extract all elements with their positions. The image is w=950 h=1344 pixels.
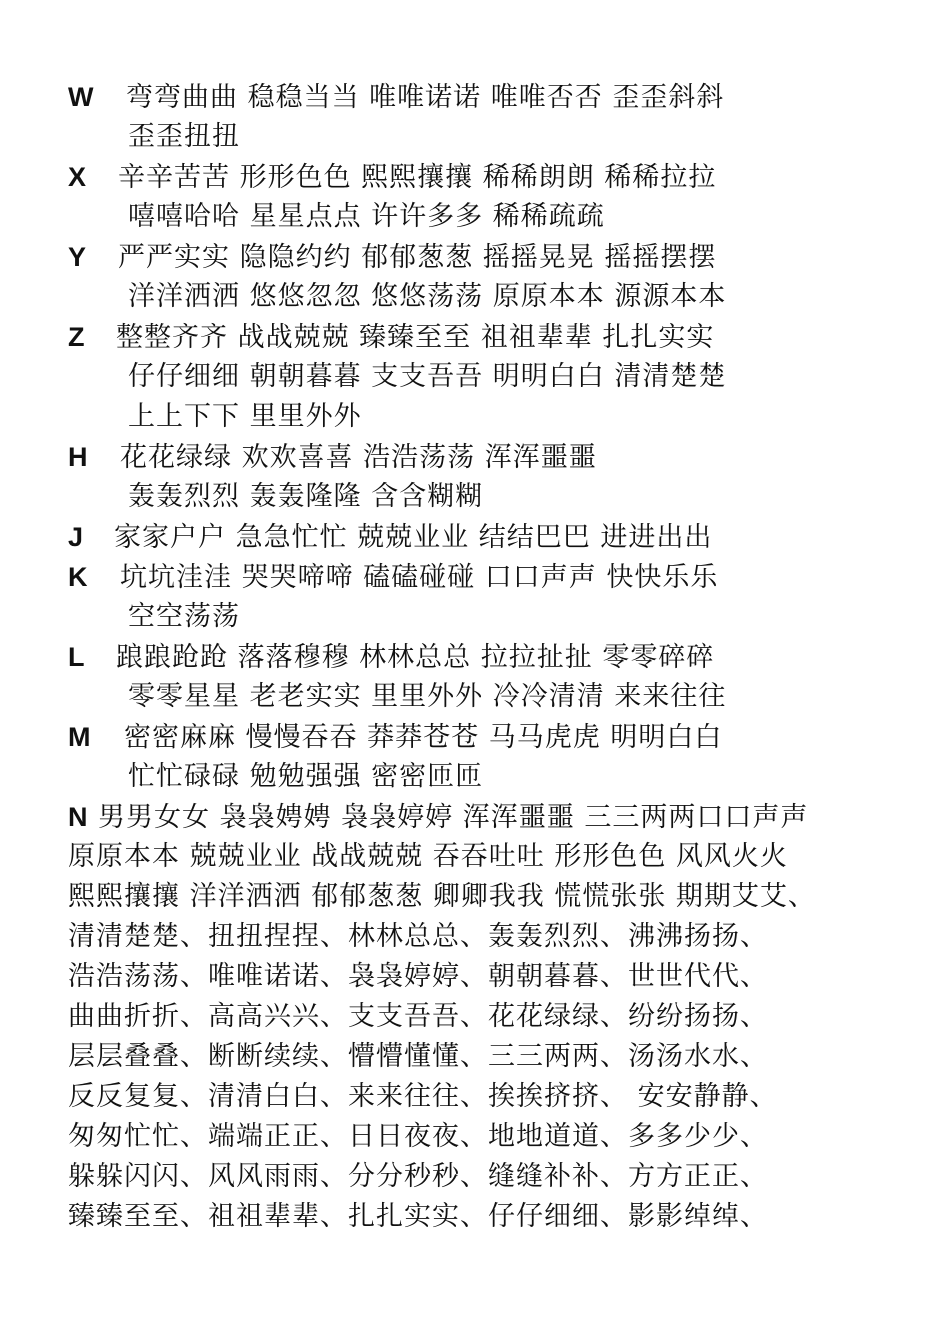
section-letter-l: L — [68, 642, 85, 672]
idiom-line: 严严实实 隐隐约约 郁郁葱葱 摇摇晃晃 摇摇摆摆 — [118, 242, 717, 273]
idiom-line: 嘻嘻哈哈 星星点点 许许多多 稀稀疏疏 — [128, 201, 605, 232]
section-n-line-10 — [0, 1157, 768, 1197]
section-m-line-1 — [0, 717, 722, 757]
section-n-line-7 — [0, 1037, 768, 1077]
section-l-line-2 — [0, 677, 726, 717]
idiom-line: 零零星星 老老实实 里里外外 冷冷清清 来来往往 — [128, 681, 727, 712]
idiom-line: 男男女女 袅袅娉娉 袅袅婷婷 浑浑噩噩 三三两两口口声声 — [98, 802, 809, 833]
idiom-line: 上上下下 里里外外 — [128, 401, 362, 432]
section-l-line-1 — [0, 637, 714, 677]
idiom-line: 洋洋洒洒 悠悠忽忽 悠悠荡荡 原原本本 源源本本 — [128, 281, 727, 312]
section-n-line-5 — [0, 957, 768, 997]
section-letter-m: M — [68, 722, 91, 752]
idiom-line: 曲曲折折、高高兴兴、支支吾吾、花花绿绿、纷纷扬扬、 — [68, 1001, 768, 1032]
idiom-line: 反反复复、清清白白、来来往往、挨挨挤挤、 安安静静、 — [68, 1081, 778, 1112]
idiom-line: 弯弯曲曲 稳稳当当 唯唯诺诺 唯唯否否 歪歪斜斜 — [126, 82, 725, 113]
section-k-line-2 — [0, 597, 240, 637]
idiom-line: 原原本本 兢兢业业 战战兢兢 吞吞吐吐 形形色色 风风火火 — [68, 841, 788, 872]
idiom-line: 家家户户 急急忙忙 兢兢业业 结结巴巴 进进出出 — [114, 522, 713, 553]
section-z-line-1 — [0, 317, 714, 357]
section-x-line-1 — [0, 157, 716, 197]
section-letter-z: Z — [68, 322, 85, 352]
section-h-line-1 — [0, 437, 597, 477]
idiom-line: 轰轰烈烈 轰轰隆隆 含含糊糊 — [128, 481, 484, 512]
idiom-line: 坑坑洼洼 哭哭啼啼 磕磕碰碰 口口声声 快快乐乐 — [120, 562, 719, 593]
section-z-line-2 — [0, 357, 726, 397]
section-n-line-3 — [0, 877, 816, 917]
section-h-line-2 — [0, 477, 483, 517]
section-x-line-2 — [0, 197, 605, 237]
idiom-line: 踉踉跄跄 落落穆穆 林林总总 拉拉扯扯 零零碎碎 — [116, 642, 715, 673]
section-y-line-1 — [0, 237, 716, 277]
section-j-line-1 — [0, 517, 712, 557]
idiom-line: 歪歪扭扭 — [128, 121, 240, 152]
section-k-line-1 — [0, 557, 718, 597]
section-n-line-4 — [0, 917, 768, 957]
idiom-line: 忙忙碌碌 勉勉强强 密密匝匝 — [128, 761, 484, 792]
section-n-line-1 — [0, 797, 808, 837]
idiom-line: 躲躲闪闪、风风雨雨、分分秒秒、缝缝补补、方方正正、 — [68, 1161, 768, 1192]
section-letter-j: J — [68, 522, 84, 552]
section-y-line-2 — [0, 277, 726, 317]
section-w-line-2 — [0, 117, 240, 157]
section-letter-x: X — [68, 162, 87, 192]
idiom-line: 辛辛苦苦 形形色色 熙熙攘攘 稀稀朗朗 稀稀拉拉 — [118, 162, 717, 193]
idiom-line: 臻臻至至、祖祖辈辈、扎扎实实、仔仔细细、影影绰绰、 — [68, 1201, 768, 1232]
section-letter-h: H — [68, 442, 88, 472]
idiom-line: 花花绿绿 欢欢喜喜 浩浩荡荡 浑浑噩噩 — [120, 442, 597, 473]
section-letter-n: N — [68, 802, 88, 832]
section-w-line-1 — [0, 77, 724, 117]
section-n-line-6 — [0, 997, 768, 1037]
section-n-line-8 — [0, 1077, 778, 1117]
section-n-line-11 — [0, 1197, 768, 1237]
section-n-line-9 — [0, 1117, 768, 1157]
idiom-line: 匆匆忙忙、端端正正、日日夜夜、地地道道、多多少少、 — [68, 1121, 768, 1152]
section-z-line-3 — [0, 397, 362, 437]
idiom-line: 空空荡荡 — [128, 601, 240, 632]
section-n-line-2 — [0, 837, 788, 877]
section-letter-w: W — [68, 82, 94, 112]
section-m-line-2 — [0, 757, 483, 797]
idiom-line: 仔仔细细 朝朝暮暮 支支吾吾 明明白白 清清楚楚 — [128, 361, 727, 392]
idiom-line: 整整齐齐 战战兢兢 臻臻至至 祖祖辈辈 扎扎实实 — [116, 322, 715, 353]
idiom-line: 清清楚楚、扭扭捏捏、林林总总、轰轰烈烈、沸沸扬扬、 — [68, 921, 768, 952]
section-letter-k: K — [68, 562, 88, 592]
idiom-line: 熙熙攘攘 洋洋洒洒 郁郁葱葱 卿卿我我 慌慌张张 期期艾艾、 — [68, 881, 816, 912]
idiom-line: 层层叠叠、断断续续、懵懵懂懂、三三两两、汤汤水水、 — [68, 1041, 768, 1072]
idiom-line: 浩浩荡荡、唯唯诺诺、袅袅婷婷、朝朝暮暮、世世代代、 — [68, 961, 768, 992]
section-letter-y: Y — [68, 242, 87, 272]
idiom-line: 密密麻麻 慢慢吞吞 莽莽苍苍 马马虎虎 明明白白 — [124, 722, 723, 753]
